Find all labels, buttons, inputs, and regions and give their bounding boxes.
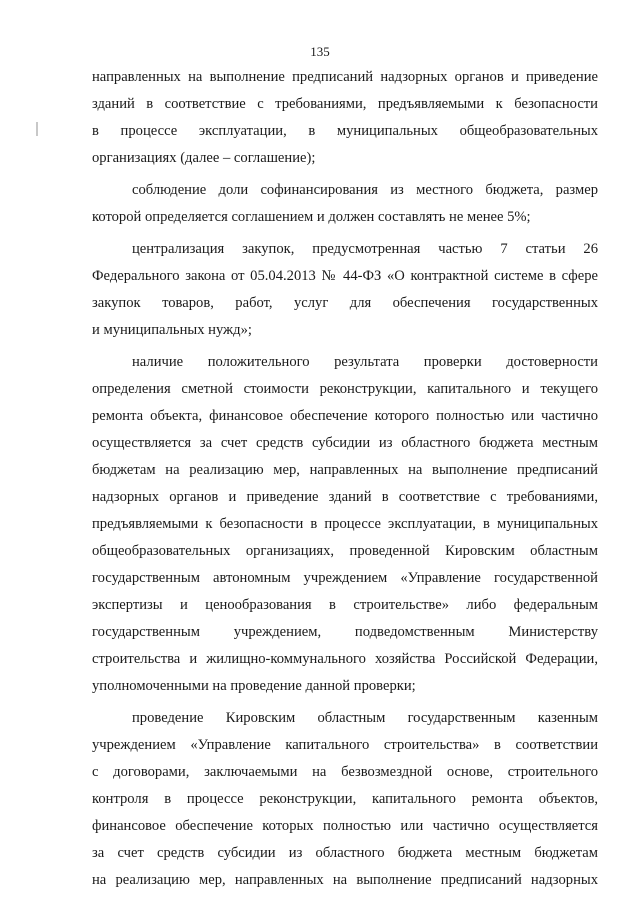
text-line: соблюдение доли софинансирования из местного бюджета, размер (132, 182, 598, 198)
text-line: Федерального закона от 05.04.2013 № 44-ФЗ «О контрактной системе в сфере (92, 268, 598, 284)
text-line: финансовое обеспечение которых полностью или частично осуществляется (92, 818, 598, 834)
text-line: за счет средств субсидии из областного бюджета местным бюджетам (92, 845, 598, 861)
text-line: проведение Кировским областным государственным казенным (132, 710, 598, 726)
text-line: направленных на выполнение предписаний надзорных органов и приведение (92, 69, 598, 85)
text-line: на реализацию мер, направленных на выполнение предписаний надзорных (92, 872, 598, 888)
text-line: экспертизы и ценообразования в строительстве» либо федеральным (92, 597, 598, 613)
text-line: контроля в процессе реконструкции, капитального ремонта объектов, (92, 791, 598, 807)
text-line: надзорных органов и приведение зданий в соответствие с требованиями, (92, 489, 598, 505)
text-line: общеобразовательных организациях, проведенной Кировским областным (92, 543, 598, 559)
document-body (92, 64, 598, 894)
text-line: централизация закупок, предусмотренная частью 7 статьи 26 (132, 241, 598, 257)
text-line: в процессе эксплуатации, в муниципальных общеобразовательных (92, 123, 598, 139)
paragraph-construction-control (92, 705, 598, 894)
text-line: и муниципальных нужд»; (92, 322, 252, 338)
text-line: зданий в соответствие с требованиями, предъявляемыми к безопасности (92, 96, 598, 112)
text-line: определения сметной стоимости реконструкции, капитального и текущего (92, 381, 598, 397)
paragraph-estimate-verification (92, 349, 598, 700)
text-line: закупок товаров, работ, услуг для обеспечения государственных (92, 295, 598, 311)
text-line: государственным учреждением, подведомственным Министерству (92, 624, 598, 640)
text-line: осуществляется за счет средств субсидии из областного бюджета местным (92, 435, 598, 451)
text-line: строительства и жилищно-коммунального хозяйства Российской Федерации, (92, 651, 598, 667)
paragraph-agreement-end (92, 64, 598, 172)
text-line: организациях (далее – соглашение); (92, 150, 316, 166)
paragraph-cofinancing (92, 177, 598, 231)
paragraph-centralized-procurement (92, 236, 598, 344)
text-line: наличие положительного результата проверки достоверности (132, 354, 598, 370)
text-line: с договорами, заключаемыми на безвозмездной основе, строительного (92, 764, 598, 780)
page-number: 135 (310, 44, 330, 59)
margin-scan-mark (36, 122, 38, 136)
text-line: бюджетам на реализацию мер, направленных на выполнение предписаний (92, 462, 598, 478)
text-line: учреждением «Управление капитального строительства» в соответствии (92, 737, 598, 753)
text-line: ремонта объекта, финансовое обеспечение которого полностью или частично (92, 408, 598, 424)
text-line: которой определяется соглашением и должен составлять не менее 5%; (92, 209, 531, 225)
text-line: государственным автономным учреждением «Управление государственной (92, 570, 598, 586)
text-line: предъявляемыми к безопасности в процессе эксплуатации, в муниципальных (92, 516, 598, 532)
text-line: уполномоченными на проведение данной проверки; (92, 678, 416, 694)
